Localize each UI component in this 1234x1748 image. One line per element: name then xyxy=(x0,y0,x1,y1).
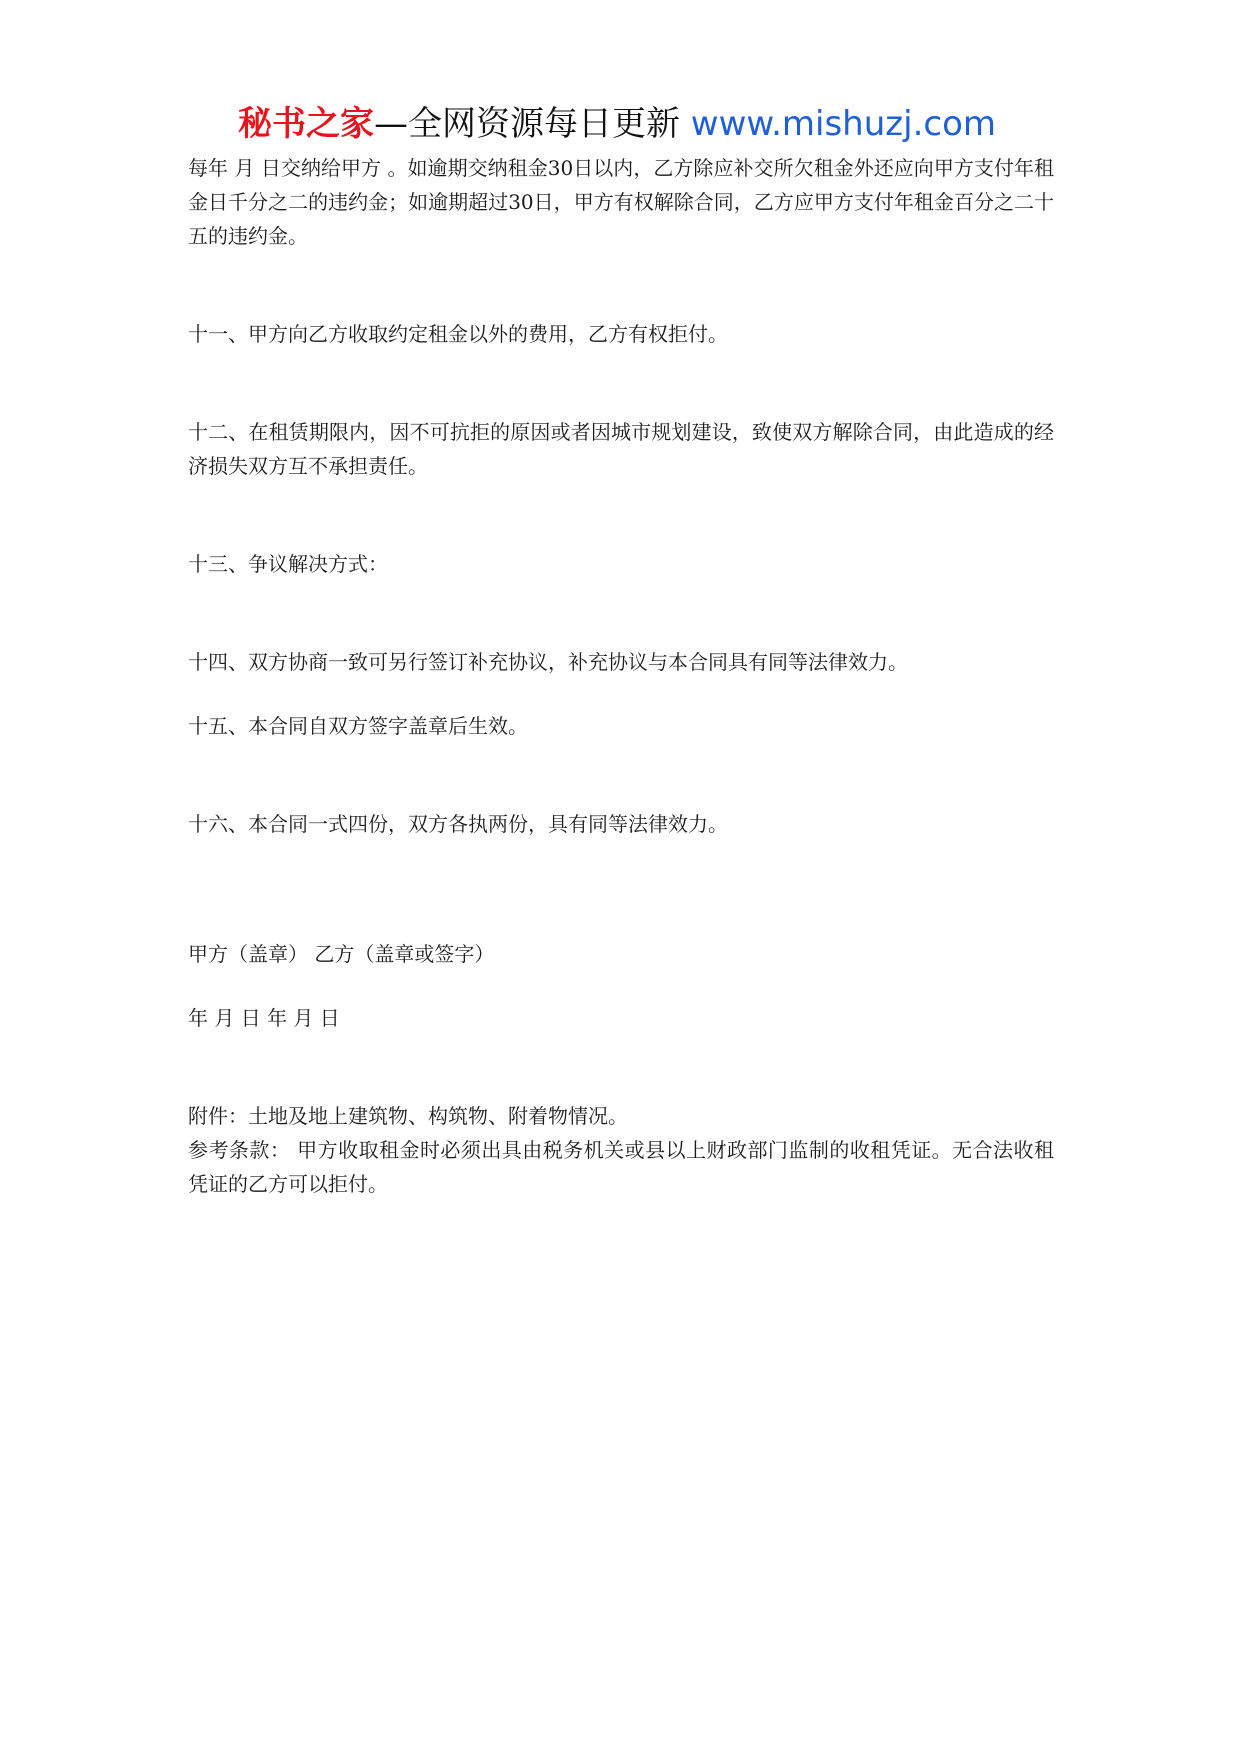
clause-11: 十一、甲方向乙方收取约定租金以外的费用，乙方有权拒付。 xyxy=(188,322,728,346)
attachment-note: 附件：土地及地上建筑物、构筑物、附着物情况。 xyxy=(188,1104,628,1128)
date-line: 年 月 日 年 月 日 xyxy=(188,1006,340,1030)
site-banner xyxy=(0,102,1234,146)
clause-15: 十五、本合同自双方签字盖章后生效。 xyxy=(188,714,528,738)
clause-12: 十二、在租赁期限内，因不可抗拒的原因或者因城市规划建设，致使双方解除合同，由此造成的经济损失双方互不承担责任。 xyxy=(188,420,1054,478)
clause-13: 十三、争议解决方式： xyxy=(188,552,388,576)
clause-16: 十六、本合同一式四份，双方各执两份，具有同等法律效力。 xyxy=(188,812,728,836)
banner-url[interactable]: www.mishuzj.com xyxy=(690,104,996,144)
paragraph-rent-payment: 每年 月 日交纳给甲方 。如逾期交纳租金30日以内，乙方除应补交所欠租金外还应向甲方支付年租金日千分之二的违约金；如逾期超过30日，甲方有权解除合同，乙方应甲方支付年租金百分之二十五的违约金。 xyxy=(188,156,1054,248)
banner-brand: 秘书之家 xyxy=(237,104,374,144)
contract-body xyxy=(188,151,1054,1201)
reference-clause: 参考条款： 甲方收取租金时必须出具由税务机关或县以上财政部门监制的收租凭证。无合法收租凭证的乙方可以拒付。 xyxy=(188,1138,1054,1196)
clause-14: 十四、双方协商一致可另行签订补充协议，补充协议与本合同具有同等法律效力。 xyxy=(188,650,908,674)
banner-slogan: —全网资源每日更新 xyxy=(373,104,680,144)
signature-line: 甲方（盖章） 乙方（盖章或签字） xyxy=(188,942,495,966)
